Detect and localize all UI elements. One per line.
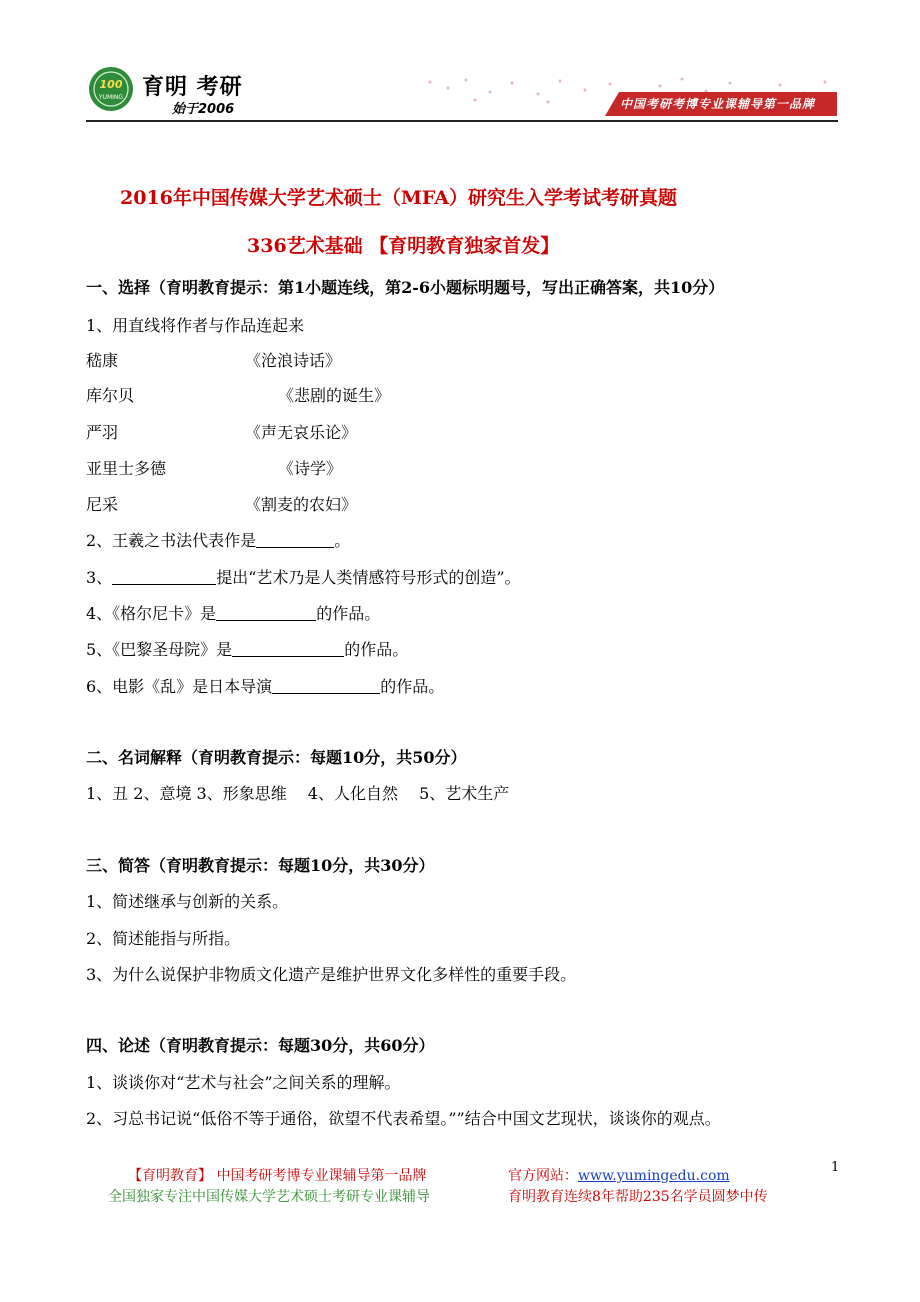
- footer-brand: 【育明教育】 中国考研考博专业课辅导第一品牌: [128, 1168, 427, 1184]
- header-rule: [86, 120, 838, 122]
- author-3: 严羽: [86, 423, 119, 442]
- page-number: 1: [831, 1160, 840, 1175]
- brand-name: 育明 考研: [142, 75, 243, 100]
- question-5: 5、《巴黎圣母院》是 的作品。: [86, 640, 409, 659]
- author-5: 尼采: [86, 495, 119, 514]
- question-2: 2、王羲之书法代表作是 。: [86, 531, 351, 550]
- section3-item-2: 2、简述能指与所指。: [86, 929, 241, 948]
- footer-site: 官方网站：www.yumingedu.com: [508, 1168, 730, 1184]
- page-title: 2016年中国传媒大学艺术硕士（MFA）研究生入学考试考研真题: [120, 187, 678, 209]
- footer-tagline-left: 全国独家专注中国传媒大学艺术硕士考研专业课辅导: [108, 1189, 430, 1205]
- section2-items: 1、丑 2、意境 3、形象思维 4、人化自然 5、艺术生产: [86, 784, 510, 803]
- section4-item-2: 2、习总书记说“低俗不等于通俗，欲望不代表希望。””结合中国文艺现状，谈谈你的观点。: [86, 1109, 721, 1128]
- page-subtitle: 336艺术基础 【育明教育独家首发】: [247, 235, 560, 257]
- section3-item-1: 1、简述继承与创新的关系。: [86, 892, 289, 911]
- section1-heading: 一、选择（育明教育提示：第1小题连线，第2-6小题标明题号，写出正确答案，共10分）: [86, 278, 725, 297]
- work-1: 《沧浪诗话》: [245, 351, 342, 370]
- question-4: 4、《格尔尼卡》是 的作品。: [86, 604, 381, 623]
- author-1: 嵇康: [86, 351, 119, 370]
- question-3: 3、 提出“艺术乃是人类情感符号形式的创造”。: [86, 568, 521, 587]
- section4-heading: 四、论述（育明教育提示：每题30分，共60分）: [86, 1036, 435, 1055]
- footer-site-link[interactable]: www.yumingedu.com: [578, 1168, 730, 1184]
- question-1: 1、用直线将作者与作品连起来: [86, 316, 305, 335]
- yuming-logo: [88, 66, 134, 112]
- answer-blank-6[interactable]: [272, 677, 380, 694]
- section2-heading: 二、名词解释（育明教育提示：每题10分，共50分）: [86, 748, 467, 767]
- svg-text:YUMING: YUMING: [98, 94, 124, 101]
- brand-since: 始于2006: [172, 102, 235, 117]
- author-2: 库尔贝: [86, 386, 135, 405]
- section4-item-1: 1、谈谈你对“艺术与社会”之间关系的理解。: [86, 1073, 401, 1092]
- section3-item-3: 3、为什么说保护非物质文化遗产是维护世界文化多样性的重要手段。: [86, 965, 577, 984]
- work-5: 《割麦的农妇》: [245, 495, 358, 514]
- svg-text:100: 100: [99, 78, 123, 91]
- answer-blank-2[interactable]: [256, 531, 334, 548]
- work-4: 《诗学》: [278, 459, 343, 478]
- work-3: 《声无哀乐论》: [245, 423, 358, 442]
- author-4: 亚里士多德: [86, 459, 167, 478]
- footer-tagline-right: 育明教育连续8年帮助235名学员圆梦中传: [508, 1189, 768, 1205]
- answer-blank-3[interactable]: [112, 568, 216, 585]
- answer-blank-4[interactable]: [216, 604, 316, 621]
- question-6: 6、电影《乱》是日本导演 的作品。: [86, 677, 445, 696]
- work-2: 《悲剧的诞生》: [278, 386, 391, 405]
- answer-blank-5[interactable]: [232, 640, 344, 657]
- section3-heading: 三、简答（育明教育提示：每题10分，共30分）: [86, 856, 435, 875]
- slogan-text: 中国考研考博专业课辅导第一品牌: [620, 97, 816, 111]
